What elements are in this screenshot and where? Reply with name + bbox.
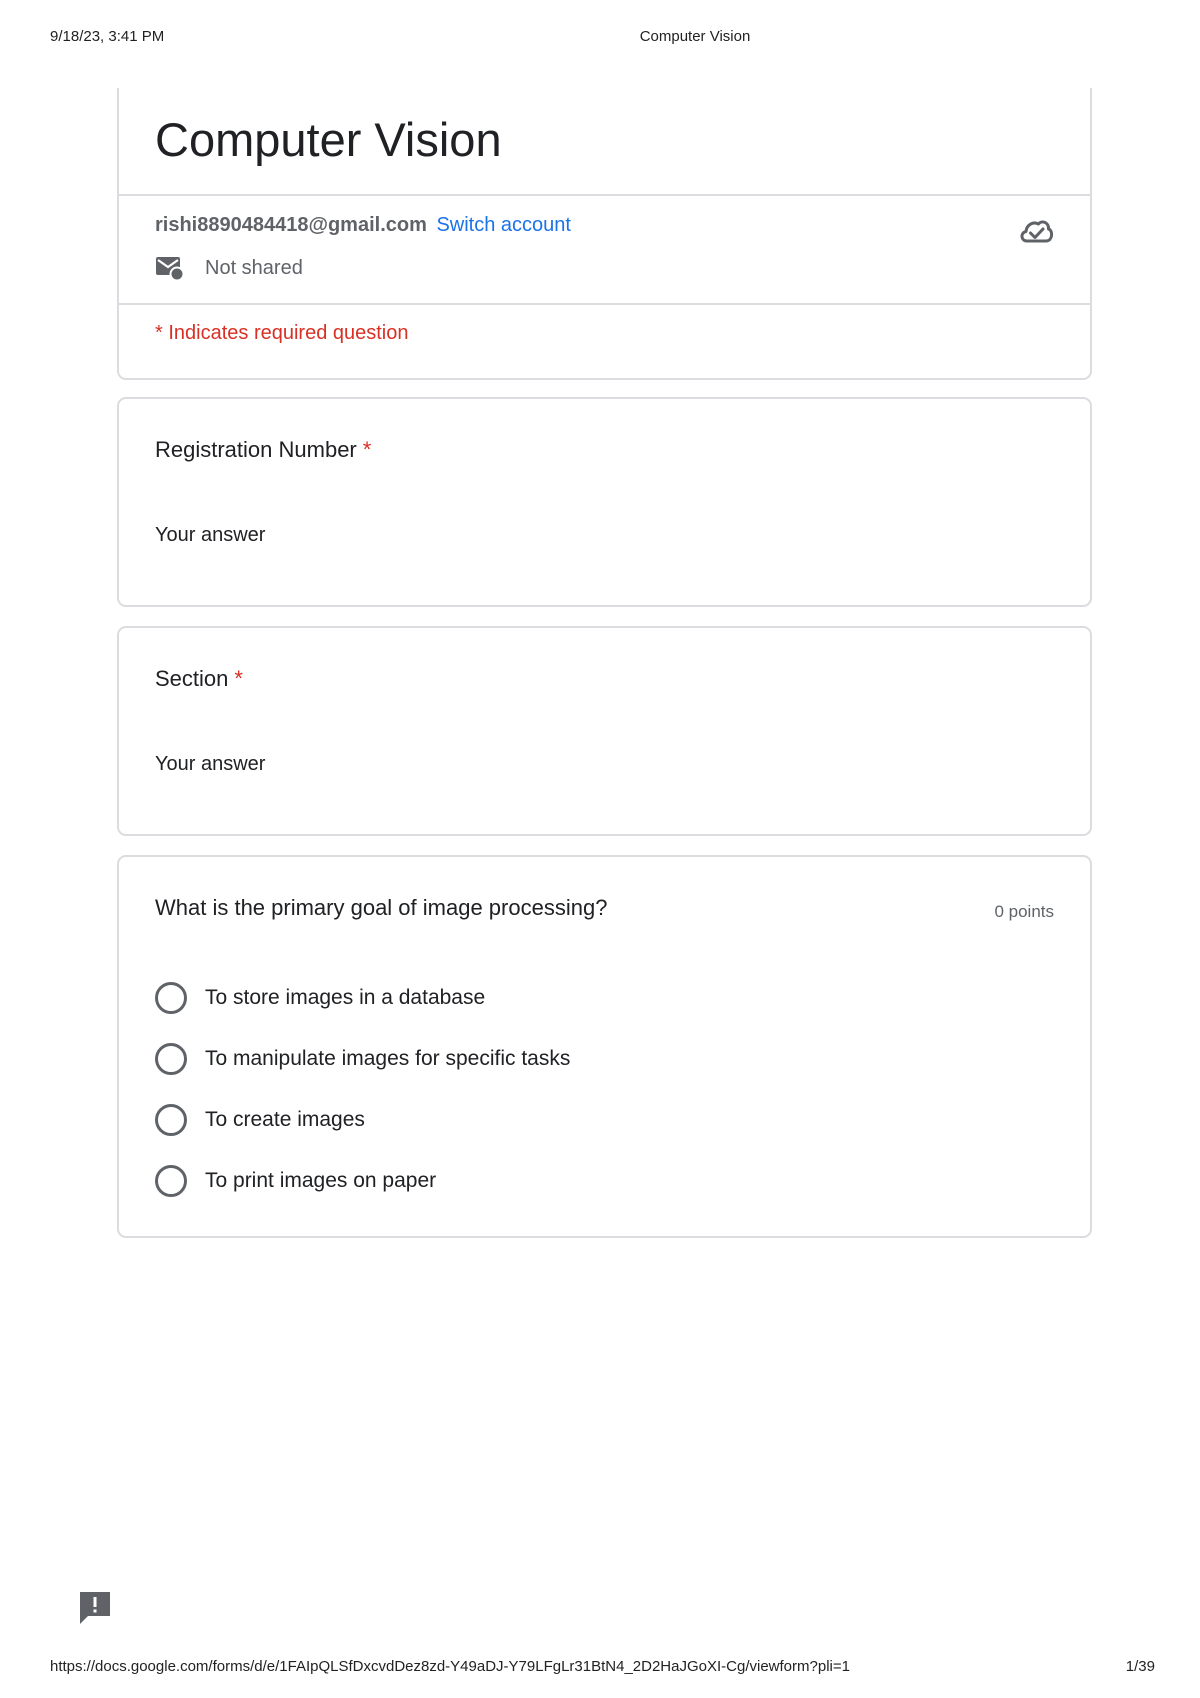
question-card-section bbox=[117, 626, 1092, 836]
option-manipulate-images[interactable] bbox=[155, 1028, 570, 1089]
radio-button[interactable] bbox=[155, 1104, 187, 1136]
required-note: * Indicates required question bbox=[155, 322, 409, 344]
cloud-saved-icon[interactable] bbox=[1018, 216, 1054, 246]
radio-button[interactable] bbox=[155, 1043, 187, 1075]
divider bbox=[119, 303, 1090, 305]
radio-button[interactable] bbox=[155, 982, 187, 1014]
print-date: 9/18/23, 3:41 PM bbox=[50, 28, 165, 45]
registration-number-input[interactable] bbox=[155, 519, 575, 551]
option-label: To create images bbox=[205, 1107, 365, 1131]
mail-not-shared-icon bbox=[155, 254, 185, 282]
page-number: 1/39 bbox=[1125, 1658, 1155, 1675]
option-label: To store images in a database bbox=[205, 985, 486, 1009]
account-email: rishi8890484418@gmail.com bbox=[155, 214, 427, 236]
print-title: Computer Vision bbox=[639, 28, 751, 45]
form-title: Computer Vision bbox=[155, 113, 502, 166]
account-row bbox=[155, 214, 571, 237]
form-header-card bbox=[117, 88, 1092, 380]
option-label: To manipulate images for specific tasks bbox=[205, 1046, 571, 1070]
required-star: * bbox=[234, 666, 243, 691]
question-title-text: Section bbox=[155, 666, 229, 691]
question-title bbox=[155, 437, 371, 463]
question-title-text: Registration Number bbox=[155, 437, 357, 462]
option-label: To print images on paper bbox=[205, 1168, 437, 1192]
not-shared-row bbox=[155, 254, 303, 282]
required-star: * bbox=[362, 437, 372, 462]
not-shared-label: Not shared bbox=[205, 256, 303, 279]
feedback-icon[interactable] bbox=[78, 1590, 112, 1626]
option-store-images[interactable] bbox=[155, 967, 570, 1028]
divider bbox=[119, 194, 1090, 196]
question-title: What is the primary goal of image processing? bbox=[155, 895, 608, 920]
points-label: 0 points bbox=[994, 902, 1054, 921]
question-card-registration bbox=[117, 397, 1092, 607]
options-list bbox=[155, 967, 570, 1211]
option-print-images[interactable] bbox=[155, 1150, 570, 1211]
section-input[interactable] bbox=[155, 748, 575, 780]
question-card-image-processing bbox=[117, 855, 1092, 1238]
question-title bbox=[155, 666, 243, 692]
print-url: https://docs.google.com/forms/d/e/1FAIpQLSfDxcvdDez8zd-Y49aDJ-Y79LFgLr31BtN4_2D2HaJGoXI-Cg/viewform?pli=1 bbox=[50, 1658, 850, 1675]
switch-account-link[interactable]: Switch account bbox=[436, 214, 571, 236]
option-create-images[interactable] bbox=[155, 1089, 570, 1150]
radio-button[interactable] bbox=[155, 1165, 187, 1197]
